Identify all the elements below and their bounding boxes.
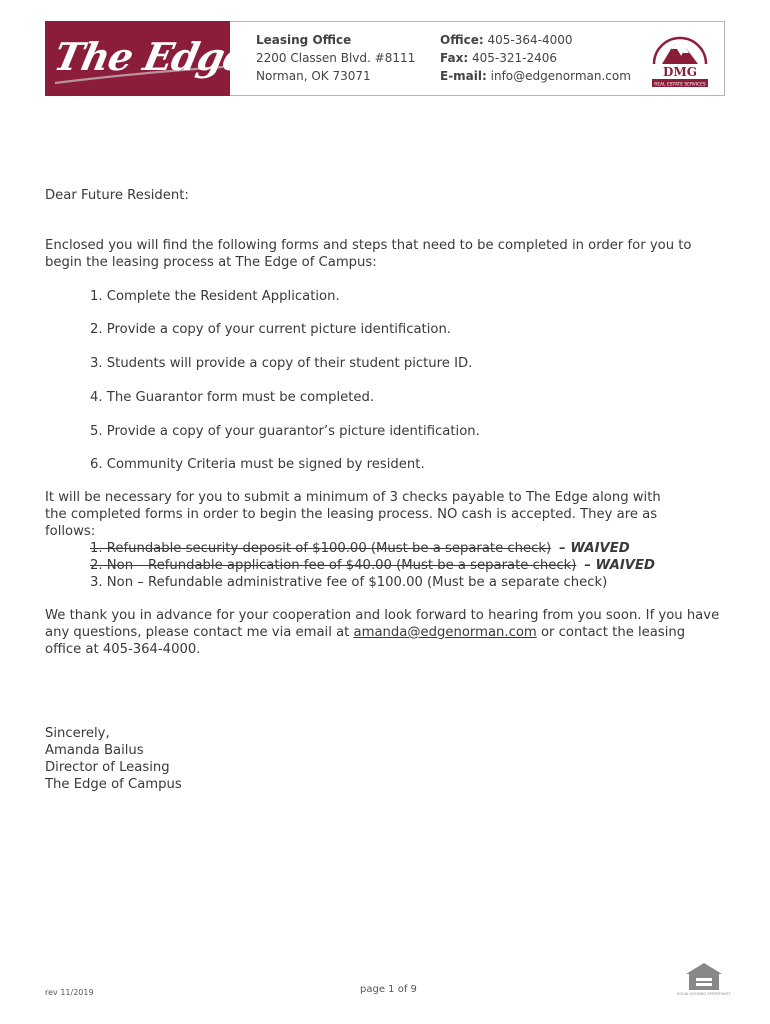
closing-text: or contact the leasing office at 405-364-4000. [45, 625, 686, 657]
waived-note: – WAIVED [559, 541, 630, 556]
step-item: 2. Provide a copy of your current picture identification. [90, 322, 451, 337]
fee-text: 2. Non – Refundable application fee of $40.00 (Must be a separate check) [90, 558, 577, 573]
office-phone-label: Office: [440, 33, 484, 47]
waived-note: – WAIVED [584, 558, 655, 573]
step-item: 5. Provide a copy of your guarantor’s picture identification. [90, 424, 480, 439]
closing-paragraph [45, 607, 725, 658]
signature-block [45, 725, 182, 793]
signer-title: Director of Leasing [45, 760, 170, 775]
letterhead [45, 21, 725, 96]
fax-row [440, 49, 631, 67]
office-phone: 405-364-4000 [487, 33, 573, 47]
revision-date: rev 11/2019 [45, 988, 94, 997]
office-email: info@edgenorman.com [490, 69, 631, 83]
intro-paragraph: Enclosed you will find the following forms and steps that need to be completed in order for you to begin the leasing process at The Edge of Campus: [45, 238, 692, 270]
email-label: E-mail: [440, 69, 487, 83]
email-row [440, 67, 631, 85]
address-line-2: Norman, OK 73071 [256, 69, 371, 83]
logo-text: The Edge [50, 34, 252, 79]
equal-housing-icon [677, 960, 731, 1000]
fee-item [90, 574, 607, 591]
office-address [256, 31, 415, 85]
checks-paragraph: It will be necessary for you to submit a minimum of 3 checks payable to The Edge along with the completed forms in order to begin the leasing process. NO cash is accepted. They are as follows: [45, 490, 661, 539]
closing-text: We thank you in advance for your cooperation and look forward to hearing from you soon. If you have any questions, please contact me via email at [45, 608, 720, 640]
fax-number: 405-321-2406 [471, 51, 557, 65]
address-line-1: 2200 Classen Blvd. #8111 [256, 51, 416, 65]
fee-text: 1. Refundable security deposit of $100.00 (Must be a separate check) [90, 541, 552, 556]
eho-text: EQUAL HOUSING OPPORTUNITY [677, 992, 731, 996]
office-title: Leasing Office [256, 33, 352, 47]
fee-item [90, 540, 630, 557]
fee-item [90, 557, 655, 574]
step-item: 6. Community Criteria must be signed by resident. [90, 457, 425, 472]
dmg-logo-subtext: REAL ESTATE SERVICES [654, 82, 706, 88]
signoff: Sincerely, [45, 726, 110, 741]
signer-name: Amanda Bailus [45, 743, 144, 758]
step-item: 3. Students will provide a copy of their student picture ID. [90, 356, 473, 371]
signer-organization: The Edge of Campus [45, 777, 182, 792]
the-edge-logo [45, 21, 252, 96]
dmg-logo-text: DMG [663, 65, 697, 79]
office-phone-row [440, 31, 631, 49]
dmg-logo [650, 30, 710, 92]
page-number: page 1 of 9 [360, 984, 417, 995]
contact-email-link[interactable]: amanda@edgenorman.com [353, 625, 537, 640]
fee-text: 3. Non – Refundable administrative fee of $100.00 (Must be a separate check) [90, 575, 608, 590]
step-item: 4. The Guarantor form must be completed. [90, 390, 375, 405]
fax-label: Fax: [440, 51, 469, 65]
salutation: Dear Future Resident: [45, 188, 189, 203]
office-contact [440, 31, 631, 85]
step-item: 1. Complete the Resident Application. [90, 289, 340, 304]
